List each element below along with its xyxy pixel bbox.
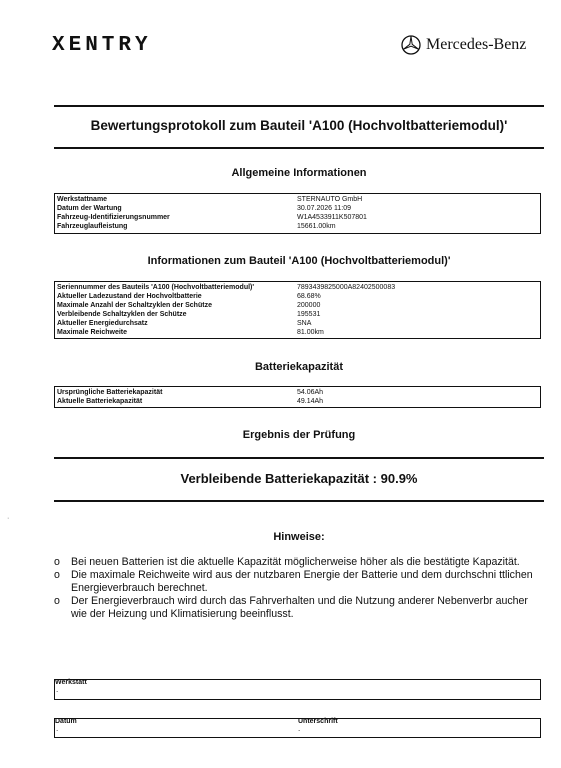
note-text: Bei neuen Batterien ist die aktuelle Kapazität möglicherweise höher als die bestätigte Kapazität. [71,556,520,568]
date-placeholder: . [56,724,59,733]
mercedes-benz-logo [401,35,526,55]
workshop-field[interactable] [54,679,541,700]
row-value: 81.00km [297,329,324,336]
row-value: 195531 [297,311,321,318]
list-item [54,569,544,595]
xentry-logo: XENTRY [52,34,152,57]
row-label: Ursprüngliche Batteriekapazität [57,389,163,396]
divider [54,500,544,502]
row-value: SNA [297,320,312,327]
table-row [57,397,538,406]
document-title: Bewertungsprotokoll zum Bauteil 'A100 (Hochvoltbatteriemodul)' [90,118,508,133]
row-value: 49.14Ah [297,398,324,405]
row-label: Verbleibende Schaltzyklen der Schütze [57,311,187,318]
note-text: Die maximale Reichweite wird aus der nutzbaren Energie der Batterie und dem durchschni ttlichen Energieverbrauch berechnet. [71,569,533,594]
table-row [57,310,538,319]
capacity-table [54,386,541,408]
row-value: W1A4533911K507801 [297,214,367,221]
row-label: Fahrzeuglaufleistung [57,223,128,230]
result-text: Verbleibende Batteriekapazität : 90.9% [180,471,418,486]
row-value: 30.07.2026 11:09 [297,205,351,212]
brand-name: Mercedes-Benz [426,36,527,53]
bullet: o [54,595,60,607]
list-item [54,556,544,569]
row-label: Maximale Reichweite [57,329,128,336]
date-label: Datum [55,718,77,725]
signature-placeholder: . [298,724,301,733]
row-label: Werkstattname [57,196,108,203]
row-label: Aktueller Energiedurchsatz [57,320,148,327]
table-row [57,301,538,310]
row-label: Datum der Wartung [57,205,122,212]
workshop-placeholder: . [56,685,59,694]
notes-list [54,556,544,621]
table-row [57,195,538,204]
row-label: Aktuelle Batteriekapazität [57,398,143,405]
row-value: 15661.00km [297,223,336,230]
component-info-table [54,281,541,339]
section-heading-result: Ergebnis der Prüfung [242,429,356,441]
table-row [57,319,538,328]
divider [54,147,544,149]
list-item [54,595,544,621]
table-row [57,328,538,337]
notes-heading: Hinweise: [273,531,325,543]
general-info-table [54,193,541,234]
margin-mark: · [7,515,10,522]
row-label: Aktueller Ladezustand der Hochvoltbatterie [57,293,202,300]
note-text: Der Energieverbrauch wird durch das Fahrverhalten und die Nutzung anderer Nebenverbr aucher wie der Heizung und Klimatisierung beeinflusst. [71,595,528,620]
bullet: o [54,569,60,581]
signature-label: Unterschrift [298,718,338,725]
table-row [57,222,538,231]
row-value: 7893439825000A82402500083 [297,284,396,291]
section-heading-component: Informationen zum Bauteil 'A100 (Hochvoltbatteriemodul)' [147,255,451,267]
row-value: STERNAUTO GmbH [297,196,363,203]
row-label: Maximale Anzahl der Schaltzyklen der Schütze [57,302,212,309]
section-heading-general: Allgemeine Informationen [231,167,367,179]
row-value: 54.06Ah [297,389,324,396]
bullet: o [54,556,60,568]
table-row [57,292,538,301]
table-row [57,213,538,222]
section-heading-capacity: Batteriekapazität [254,361,344,373]
mercedes-star-icon [401,35,421,55]
row-label: Seriennummer des Bauteils 'A100 (Hochvoltbatteriemodul)' [57,284,255,291]
divider [54,105,544,107]
row-value: 68.68% [297,293,321,300]
divider [54,457,544,459]
table-row [57,283,538,292]
row-label: Fahrzeug-Identifizierungsnummer [57,214,170,221]
table-row [57,204,538,213]
workshop-label: Werkstatt [55,679,87,686]
row-value: 200000 [297,302,321,309]
table-row [57,388,538,397]
